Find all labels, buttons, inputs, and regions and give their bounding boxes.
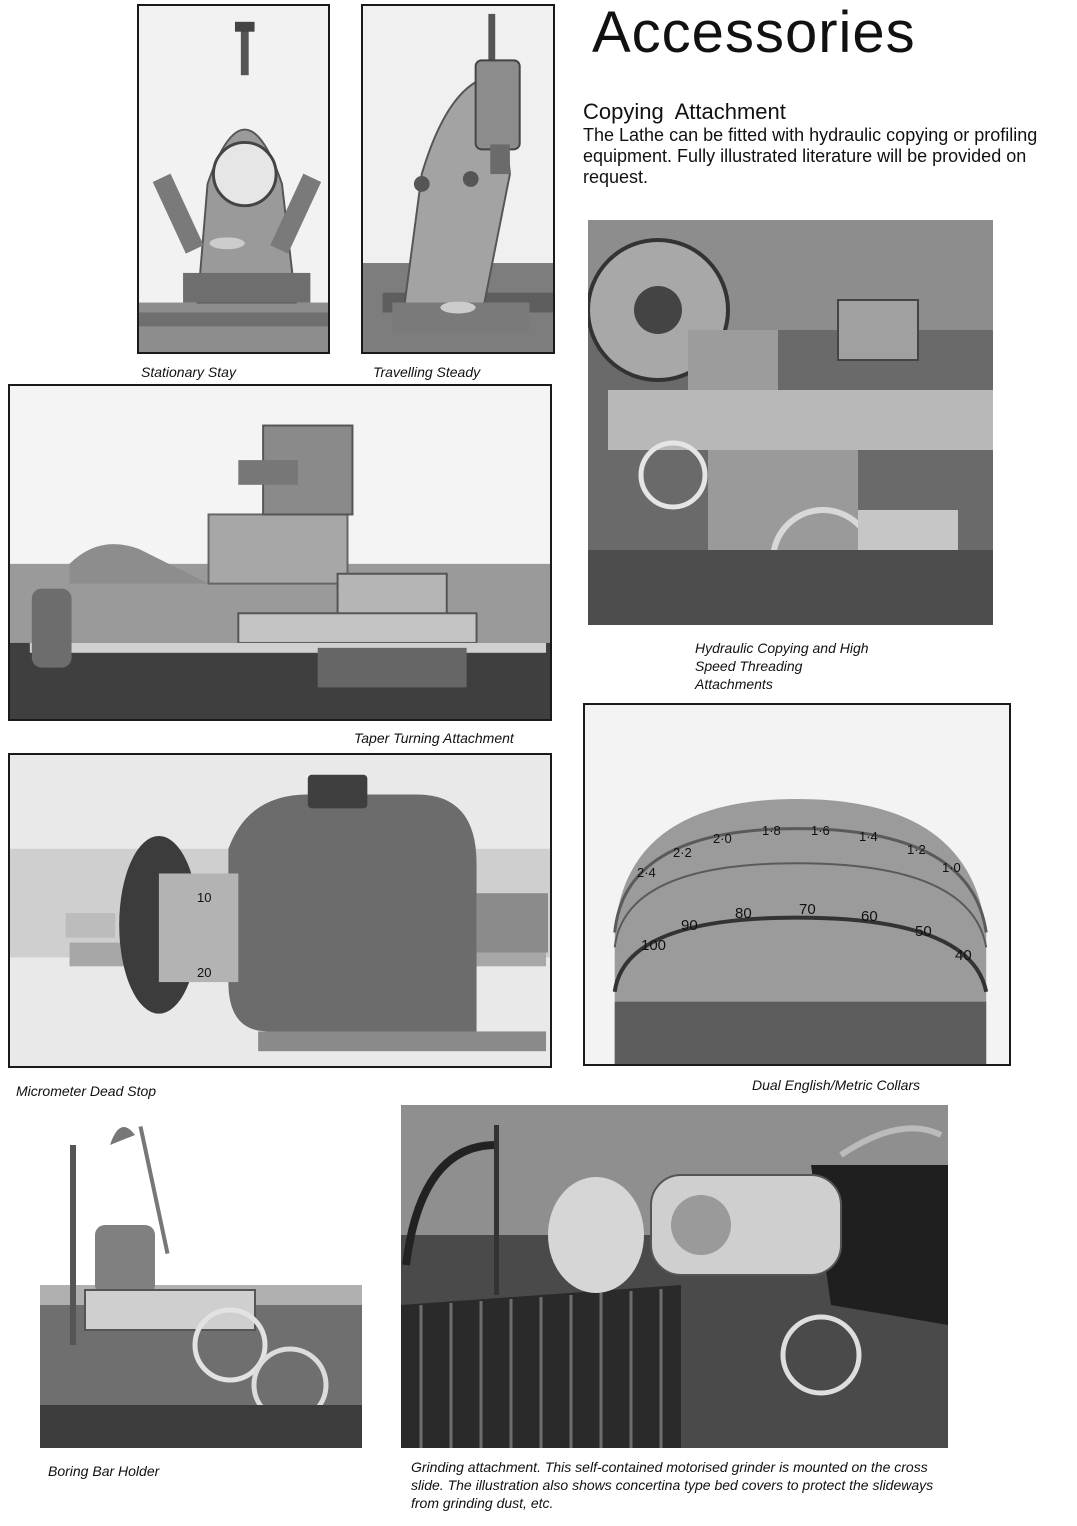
boring-bar-holder-caption: Boring Bar Holder xyxy=(48,1463,160,1479)
metric-scale-label: 40 xyxy=(955,947,972,964)
hydraulic-copying-photo xyxy=(588,220,993,625)
inch-scale-label: 2·0 xyxy=(713,831,732,846)
inch-scale-label: 1·4 xyxy=(859,829,878,844)
micrometer-scale-label: 10 xyxy=(197,890,212,905)
boring-bar-holder-photo xyxy=(40,1105,362,1448)
taper-turning-caption: Taper Turning Attachment xyxy=(354,730,514,746)
metric-scale-label: 90 xyxy=(681,917,698,934)
stationary-stay-photo xyxy=(137,4,330,354)
metric-scale-label: 100 xyxy=(641,937,667,954)
page-title: Accessories xyxy=(592,0,916,65)
dual-collars-caption: Dual English/Metric Collars xyxy=(752,1077,921,1093)
metric-scale-label: 80 xyxy=(735,905,752,922)
copying-attachment-heading: Copying Attachment xyxy=(583,99,786,124)
inch-scale-label: 1·8 xyxy=(762,823,781,838)
inch-scale-label: 1·2 xyxy=(907,842,926,857)
metric-scale-label: 50 xyxy=(915,923,932,940)
inch-scale-label: 1·0 xyxy=(942,860,961,875)
metric-scale-label: 60 xyxy=(861,908,878,925)
inch-scale-label: 2·2 xyxy=(673,845,692,860)
taper-turning-photo xyxy=(8,384,552,721)
micrometer-dead-stop-caption: Micrometer Dead Stop xyxy=(16,1083,157,1099)
micrometer-scale-label: 20 xyxy=(197,965,212,980)
copying-attachment-description: The Lathe can be fitted with hydraulic copying or profiling equipment. Fully illustrated literature will be provided on request. xyxy=(583,125,1038,187)
dual-collars-photo xyxy=(583,703,1011,1066)
travelling-steady-photo xyxy=(361,4,555,354)
stationary-stay-caption: Stationary Stay xyxy=(141,364,236,380)
travelling-steady-caption: Travelling Steady xyxy=(373,364,481,380)
inch-scale-label: 1·6 xyxy=(811,823,830,838)
metric-scale-label: 70 xyxy=(799,901,816,918)
grinding-attachment-caption: Grinding attachment. This self-contained motorised grinder is mounted on the cross slide. The illustration also shows concertina type bed covers to protect the slideways from grinding dust, etc. xyxy=(411,1459,934,1511)
grinding-attachment-photo xyxy=(401,1105,948,1448)
inch-scale-label: 2·4 xyxy=(637,865,656,880)
micrometer-dead-stop-photo xyxy=(8,753,552,1068)
hydraulic-copying-caption: Hydraulic Copying and High Speed Threading Attachments xyxy=(695,640,869,692)
